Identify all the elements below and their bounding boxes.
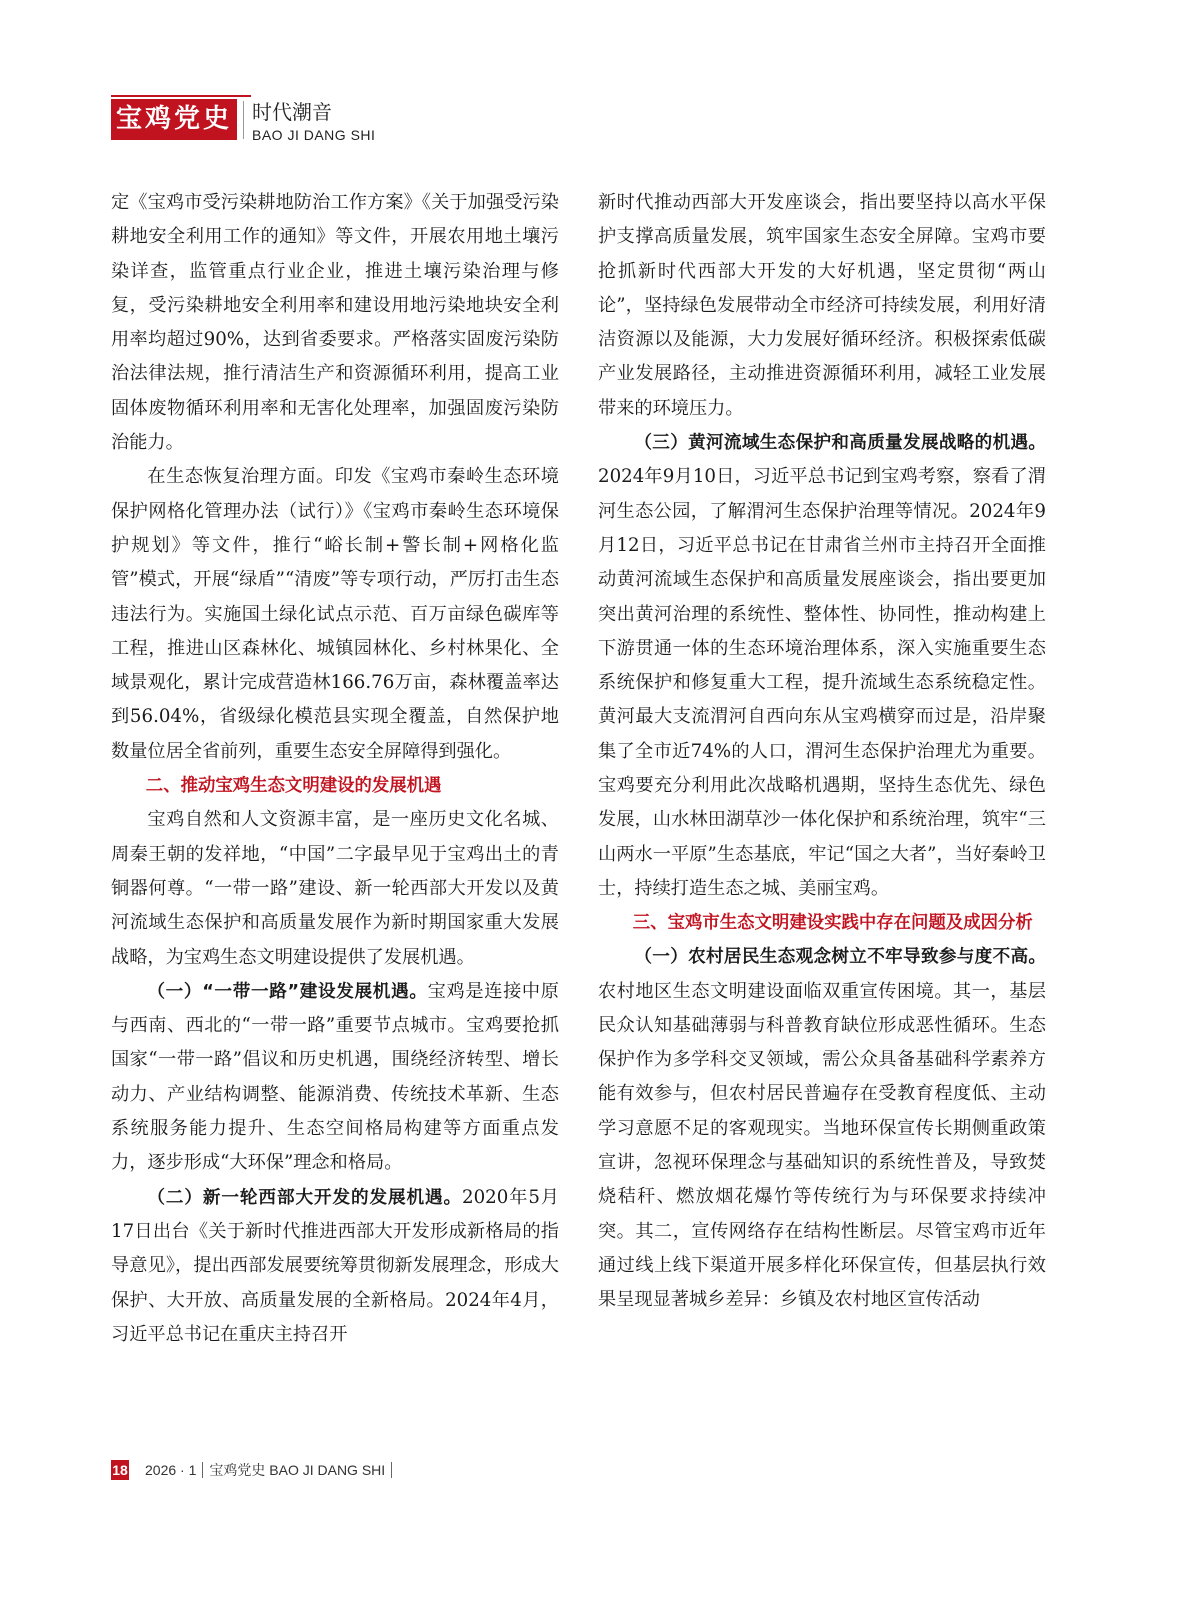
paragraph bbox=[111, 975, 559, 1181]
section-heading: 三、宝鸡市生态文明建设实践中存在问题及成因分析 bbox=[632, 913, 1033, 934]
masthead-logo: 宝鸡党史 bbox=[111, 99, 237, 140]
paragraph-text: 2020年5月17日出台《关于新时代推进西部大开发形成新格局的指导意见》，提出西部发展要统筹贯彻新发展理念，形成大保护、大开放、高质量发展的全新格局。2024年4月，习近平总书记在重庆主持召开 bbox=[111, 1186, 559, 1345]
paragraph-text: 农村地区生态文明建设面临双重宣传困境。其一，基层民众认知基础薄弱与科普教育缺位形成恶性循环。生态保护作为多学科交叉领域，需公众具备基础科学素养方能有效参与，但农村居民普遍存在受教育程度低、主动学习意愿不足的客观现实。当地环保宣传长期侧重政策宣讲，忽视环保理念与基础知识的系统性普及，导致焚烧秸秆、燃放烟花爆竹等传统行为与环保要求持续冲突。其二，宣传网络存在结构性断层。尽管宝鸡市近年通过线上线下渠道开展多样化环保宣传，但基层执行效果呈现显著城乡差异：乡镇及农村地区宣传活动 bbox=[598, 980, 1046, 1311]
paragraph: 定《宝鸡市受污染耕地防治工作方案》《关于加强受污染耕地安全利用工作的通知》等文件，开展农用地土壤污染详查，监管重点行业企业，推进土壤污染治理与修复，受污染耕地安全利用率和建设用地污染地块安全利用率均超过90%，达到省委要求。严格落实固废污染防治法律法规，推行清洁生产和资源循环利用，提高工业固体废物循环利用率和无害化处理率，加强固废污染防治能力。 bbox=[111, 192, 559, 454]
right-column bbox=[598, 186, 1046, 1318]
subheading: （一）农村居民生态观念树立不牢导致参与度不高。 bbox=[634, 947, 1046, 968]
paragraph bbox=[598, 426, 1046, 906]
left-column bbox=[111, 186, 559, 1352]
section-title-block bbox=[252, 102, 375, 142]
subheading: （一）“一带一路”建设发展机遇。 bbox=[147, 981, 428, 1002]
footer-divider bbox=[391, 1462, 392, 1478]
page-footer bbox=[111, 1460, 398, 1480]
section-title: 时代潮音 bbox=[252, 100, 332, 124]
paragraph: 宝鸡自然和人文资源丰富，是一座历史文化名城、周秦王朝的发祥地，“中国”二字最早见于宝鸡出土的青铜器何尊。“一带一路”建设、新一轮西部大开发以及黄河流域生态保护和高质量发展作为新时期国家重大发展战略，为宝鸡生态文明建设提供了发展机遇。 bbox=[111, 809, 559, 968]
section-heading: 二、推动宝鸡生态文明建设的发展机遇 bbox=[145, 776, 442, 797]
paragraph bbox=[598, 940, 1046, 1317]
publication-name: 宝鸡党史 BAO JI DANG SHI bbox=[209, 1462, 386, 1478]
paragraph: 新时代推动西部大开发座谈会，指出要坚持以高水平保护支撑高质量发展，筑牢国家生态安全屏障。宝鸡市要抢抓新时代西部大开发的大好机遇，坚定贯彻“两山论”，坚持绿色发展带动全市经济可持续发展，利用好清洁资源以及能源，大力发展好循环经济。积极探索低碳产业发展路径，主动推进资源循环利用，减轻工业发展带来的环境压力。 bbox=[598, 192, 1046, 419]
paragraph-text: 宝鸡是连接中原与西南、西北的“一带一路”重要节点城市。宝鸡要抢抓国家“一带一路”倡议和历史机遇，围绕经济转型、增长动力、产业结构调整、能源消费、传统技术革新、生态系统服务能力提升、生态空间格局构建等方面重点发力，逐步形成“大环保”理念和格局。 bbox=[111, 980, 559, 1174]
issue-number: 2026 · 1 bbox=[145, 1462, 197, 1478]
page-number: 18 bbox=[112, 1462, 128, 1478]
header-divider bbox=[243, 101, 244, 139]
paragraph bbox=[111, 1181, 559, 1352]
footer-divider bbox=[202, 1462, 203, 1478]
brand-english: BAO JI DANG SHI bbox=[252, 127, 376, 143]
paragraph: 在生态恢复治理方面。印发《宝鸡市秦岭生态环境保护网格化管理办法（试行）》《宝鸡市秦岭生态环境保护规划》等文件，推行“峪长制+警长制+网格化监管”模式，开展“绿盾”“清废”等专项行动，严厉打击生态违法行为。实施国土绿化试点示范、百万亩绿色碳库等工程，推进山区森林化、城镇园林化、乡村林果化、全域景观化，累计完成营造林166.76万亩，森林覆盖率达到56.04%，省级绿化模范县实现全覆盖，自然保护地数量位居全省前列，重要生态安全屏障得到强化。 bbox=[111, 466, 559, 762]
subheading: （二）新一轮西部大开发的发展机遇。 bbox=[147, 1187, 463, 1208]
paragraph-text: 2024年9月10日，习近平总书记到宝鸡考察，察看了渭河生态公园，了解渭河生态保护治理等情况。2024年9月12日，习近平总书记在甘肃省兰州市主持召开全面推动黄河流域生态保护和高质量发展座谈会，指出要更加突出黄河治理的系统性、整体性、协同性，推动构建上下游贯通一体的生态环境治理体系，深入实施重要生态系统保护和修复重大工程，提升流域生态系统稳定性。黄河最大支流渭河自西向东从宝鸡横穿而过是，沿岸聚集了全市近74%的人口，渭河生态保护治理尤为重要。宝鸡要充分利用此次战略机遇期，坚持生态优先、绿色发展，山水林田湖草沙一体化保护和系统治理，筑牢“三山两水一平原”生态基底，牢记“国之大者”，当好秦岭卫士，持续打造生态之城、美丽宝鸡。 bbox=[598, 466, 1046, 899]
header-rule bbox=[111, 95, 251, 97]
subheading: （三）黄河流域生态保护和高质量发展战略的机遇。 bbox=[634, 433, 1046, 454]
